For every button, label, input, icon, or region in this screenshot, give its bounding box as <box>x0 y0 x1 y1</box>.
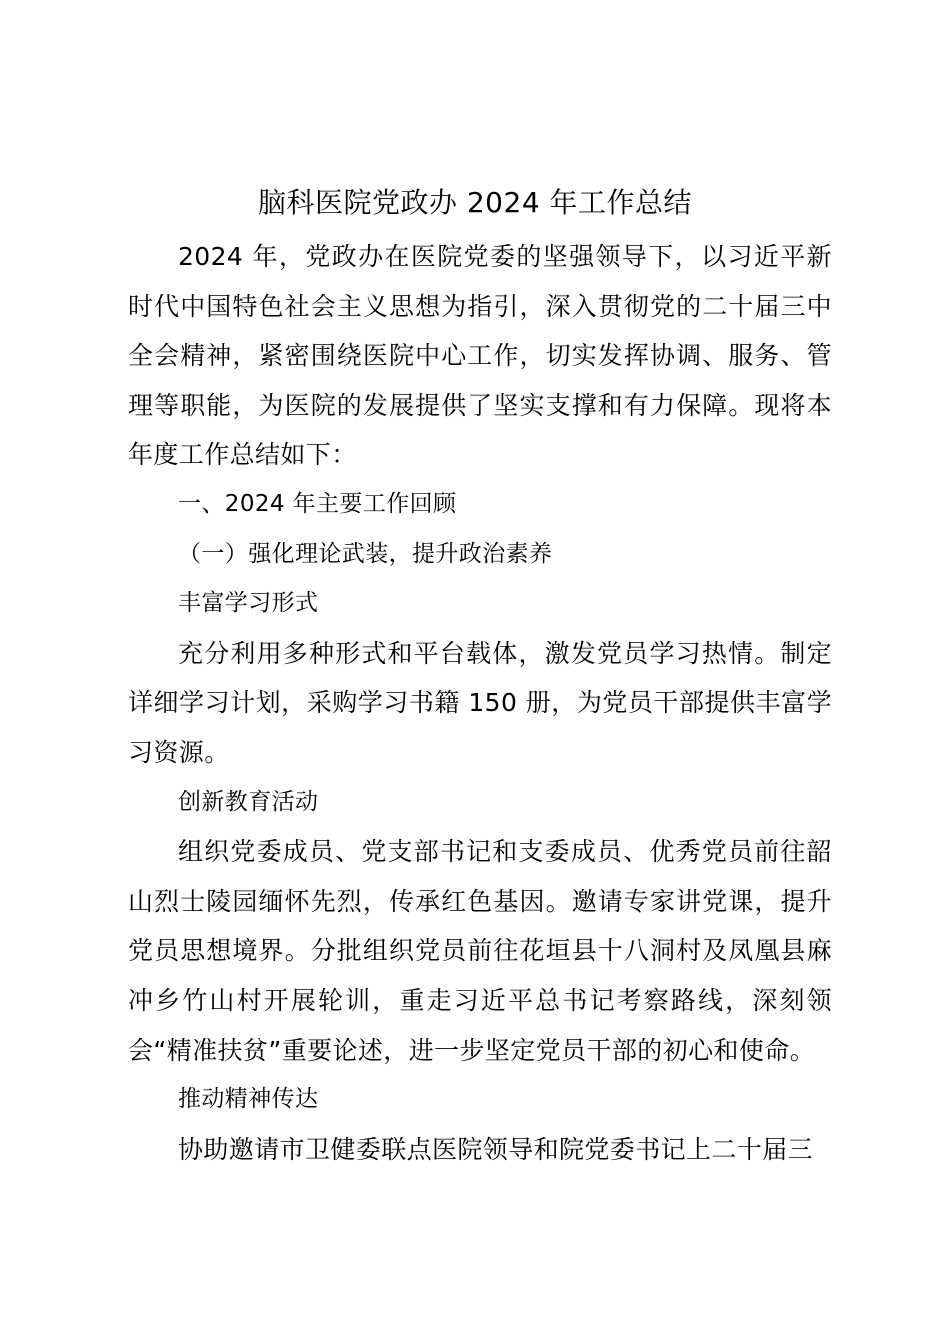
item-paragraph-study-forms: 充分利用多种形式和平台载体，激发党员学习热情。制定详细学习计划，采购学习书籍 150 册，为党员干部提供丰富学习资源。 <box>128 638 832 767</box>
item-heading-education-activities: 创新教育活动 <box>178 788 319 815</box>
document-body <box>128 232 832 1174</box>
item-heading-spirit-communication: 推动精神传达 <box>178 1086 319 1113</box>
item-paragraph-spirit-communication: 协助邀请市卫健委联点医院领导和院党委书记上二十届三 <box>178 1134 814 1164</box>
subsection-heading: （一）强化理论武装，提升政治素养 <box>178 540 553 567</box>
document-title: 脑科医院党政办 2024 年工作总结 <box>257 186 693 219</box>
section-heading: 一、2024 年主要工作回顾 <box>178 490 457 517</box>
item-heading-study-forms: 丰富学习形式 <box>178 590 319 617</box>
intro-paragraph: 2024 年，党政办在医院党委的坚强领导下，以习近平新时代中国特色社会主义思想为指引，深入贯彻党的二十届三中全会精神，紧密围绕医院中心工作，切实发挥协调、服务、管理等职能，为医院的发展提供了坚实支撑和有力保障。现将本年度工作总结如下： <box>128 242 832 470</box>
item-paragraph-education-activities: 组织党委成员、党支部书记和支委成员、优秀党员前往韶山烈士陵园缅怀先烈，传承红色基因。邀请专家讲党课，提升党员思想境界。分批组织党员前往花垣县十八洞村及凤凰县麻冲乡竹山村开展轮训，重走习近平总书记考察路线，深刻领会“精准扶贫”重要论述，进一步坚定党员干部的初心和使命。 <box>128 837 832 1065</box>
